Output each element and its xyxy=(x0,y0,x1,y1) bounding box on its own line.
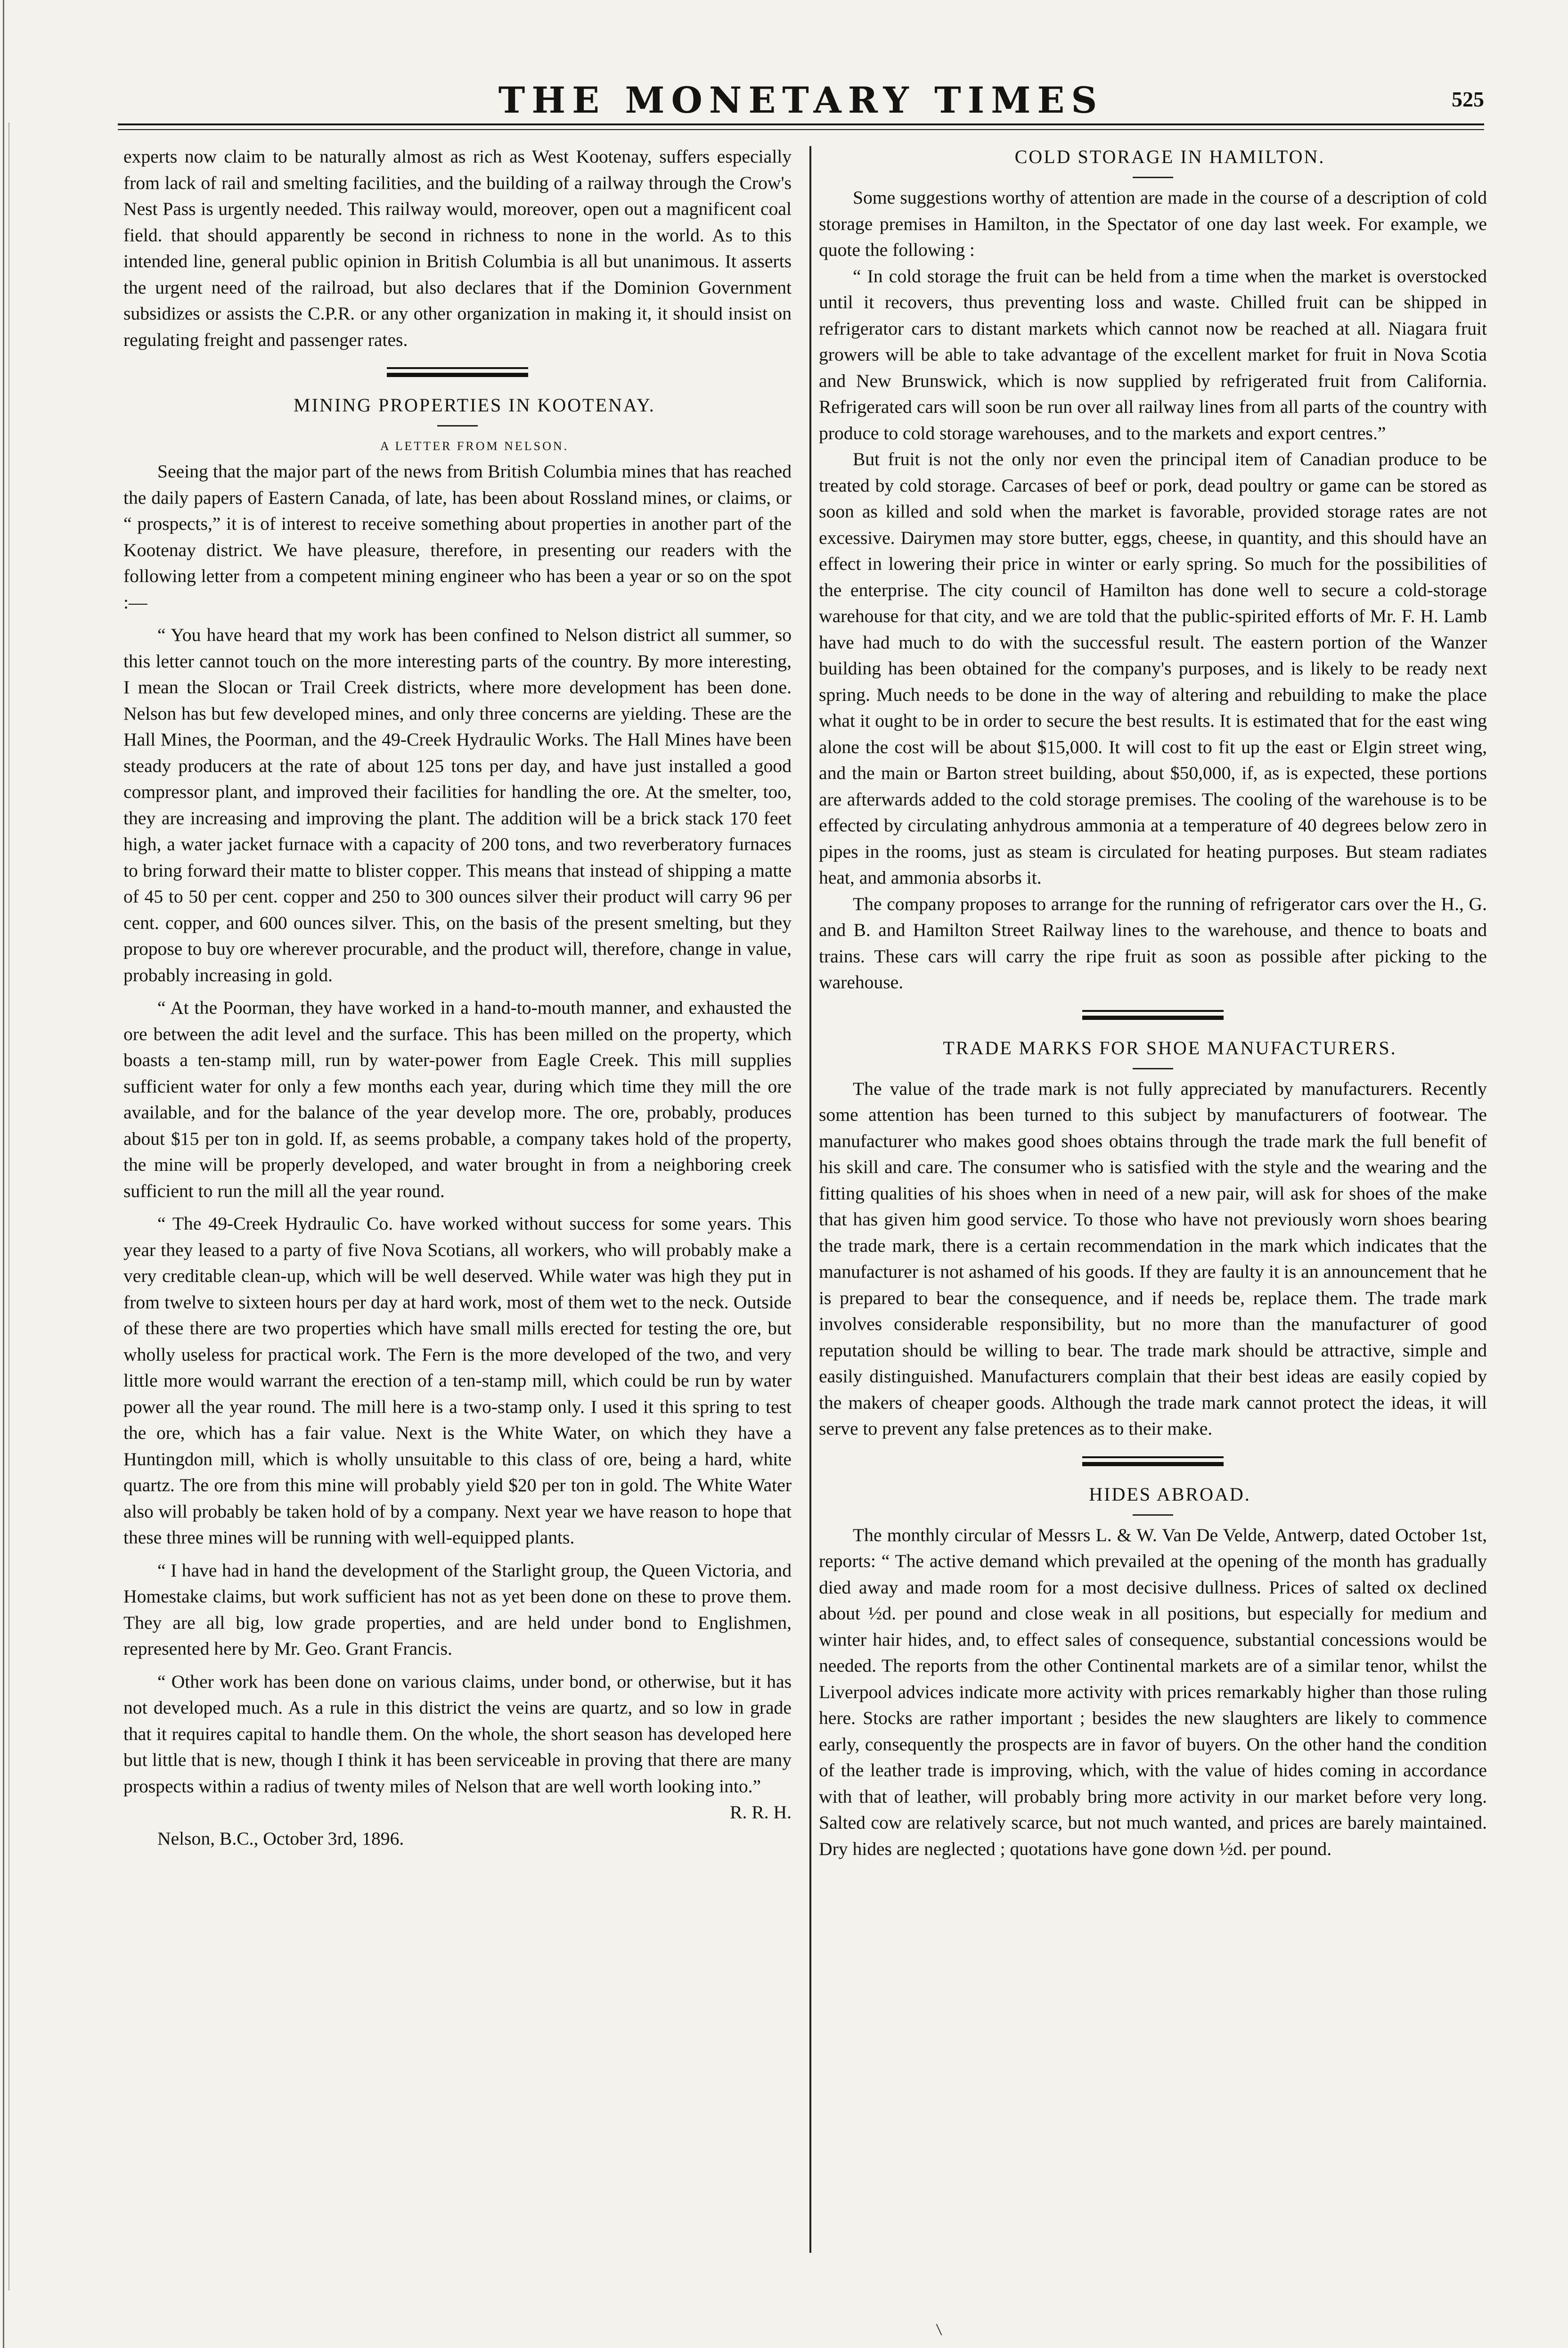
article-paragraph: “ The 49-Creek Hydraulic Co. have worked without success for some years. This year they leased to a party of five Nova Scotians, all workers, who will probably make a very creditable clean-up, which will be well deserved. While water was high they put in from twelve to sixteen hours per day at hard work, most of them wet to the neck. Outside of these there are two properties which have small mills erected for testing the ore, but wholly useless for practical work. The Fern is the more developed of the two, and very little more would warrant the erection of a ten-stamp mill, which could be run by water power all the year round. The mill here is a two-stamp only. I used it this spring to test the ore, which has a fair value. Next is the White Water, on which they have a Huntingdon mill, which is wholly unsuitable to this class of ore, being a hard, white quartz. The ore from this mine will probably yield $20 per ton in gold. The White Water also will probably be taken hold of by a company. Next year we have reason to hope that these three mines will be running with well-equipped plants. xyxy=(123,1213,792,1548)
page-header xyxy=(118,79,1484,122)
continued-paragraph: experts now claim to be naturally almost as rich as West Kootenay, suffers especially from lack of rail and smelting facilities, and the building of a railway through the Crow's Nest Pass is urgently needed. This railway would, moreover, open out a magnificent coal field. that should apparently be second in richness to none in the world. As to this intended line, general public opinion in British Columbia is all but unanimous. It asserts the urgent need of the railroad, but also declares that if the Dominion Government subsidizes or assists the C.P.R. or any other organization in making it, it should insist on regulating freight and passenger rates. xyxy=(123,146,792,350)
header-rule xyxy=(118,129,1484,130)
article-heading: MINING PROPERTIES IN KOOTENAY. xyxy=(294,394,655,416)
article-paragraph: Seeing that the major part of the news from British Columbia mines that has reached the daily papers of Eastern Canada, of late, has been about Rossland mines, or claims, or “ prospects,” it is of interest to receive something about properties in another part of the Kootenay district. We have pleasure, therefore, in presenting our readers with the following letter from a competent mining engineer who has been a year or so on the spot :— xyxy=(123,461,792,613)
article-paragraph: “ In cold storage the fruit can be held from a time when the market is overstocked until it recovers, thus preventing loss and waste. Chilled fruit can be shipped in refrigerator cars to distant markets which cannot now be reached at all. Niagara fruit growers will be able to take advantage of the excellent market for fruit in Nova Scotia and New Brunswick, which is now supplied by refrigerated fruit from California. Refrigerated cars will soon be run over all railway lines from all parts of the country with produce to cold storage warehouses, and to the markets and export centres.” xyxy=(819,265,1487,443)
article-paragraph: The value of the trade mark is not fully appreciated by manufacturers. Recently some attention has been turned to this subject by manufacturers of footwear. The manufacturer who makes good shoes obtains through the trade mark the full benefit of his skill and care. The consumer who is satisfied with the style and the wearing and the fitting qualities of his shoes when in need of a new pair, will ask for shoes of the make that has given him good service. To those who have not previously worn shoes bearing the trade mark, there is a certain recommendation in the mark which indicates that the manufacturer is not ashamed of his goods. If they are faulty it is an announcement that he is prepared to bear the consequence, and if needs be, replace them. The trade mark involves considerable responsibility, but no more than the manufacturer of good reputation should be willing to bear. The trade mark should be attractive, simple and easily distinguished. Manufacturers complain that their best ideas are easily copied by the makers of cheaper goods. Although the trade mark cannot protect the ideas, it will serve to prevent any false pretences as to their make. xyxy=(819,1078,1487,1439)
left-column xyxy=(123,144,792,1852)
page-edge-line xyxy=(3,0,4,2348)
right-column xyxy=(819,144,1487,1862)
signature: R. R. H. xyxy=(730,1802,792,1823)
header-rule xyxy=(118,123,1484,125)
article-paragraph: The company proposes to arrange for the running of refrigerator cars over the H., G. and B. and Hamilton Street Railway lines to the warehouse, and thence to boats and trains. These cars will carry the ripe fruit as soon as possible after picking to the warehouse. xyxy=(819,893,1487,993)
article-heading: TRADE MARKS FOR SHOE MANUFACTURERS. xyxy=(943,1037,1397,1059)
column-divider xyxy=(809,146,811,2253)
article-paragraph: “ You have heard that my work has been confined to Nelson district all summer, so this letter cannot touch on the more interesting parts of the country. By more interesting, I mean the Slocan or Trail Creek districts, where more development has been done. Nelson has but few developed mines, and only three concerns are yielding. These are the Hall Mines, the Poorman, and the 49-Creek Hydraulic Works. The Hall Mines have been steady producers at the rate of about 125 tons per day, and have just installed a good compressor plant, and improved their facilities for handling the ore. At the smelter, too, they are increasing and improving the plant. The addition will be a brick stack 170 feet high, a water jacket furnace with a capacity of 200 tons, and two reverberatory furnaces to bring forward their matte to blister copper. This means that instead of shipping a matte of 45 to 50 per cent. copper and 250 to 300 ounces silver their product will carry 96 per cent. copper, and 600 ounces silver. This, on the basis of the present smelting, but they propose to buy ore wherever procurable, and the product will, therefore, change in value, probably increasing in gold. xyxy=(123,624,792,985)
section-divider xyxy=(1082,1456,1224,1466)
article-paragraph: “ Other work has been done on various claims, under bond, or otherwise, but it has not developed much. As a rule in this district the veins are quartz, and so low in grade that it requires capital to handle them. On the whole, the short season has developed here but little that is new, though I think it has been serviceable in proving that there are many prospects within a radius of twenty miles of Nelson that are well worth looking into.” xyxy=(123,1671,792,1797)
heading-rule xyxy=(1133,1068,1173,1069)
dateline: Nelson, B.C., October 3rd, 1896. xyxy=(157,1828,404,1849)
article-paragraph: The monthly circular of Messrs L. & W. Van De Velde, Antwerp, dated October 1st, reports: “ The active demand which prevailed at the opening of the month has gradually died away and made room for a most decisive dullness. Prices of salted ox declined about ½d. per pound and close weak in all positions, but especially for medium and winter hair hides, and, to effect sales of consequence, substantial concessions would be needed. The reports from the other Continental markets are of a similar tenor, whilst the Liverpool advices indicate more activity with prices remarkably higher than those ruling here. Stocks are rather important ; besides the new slaughters are likely to commence early, consequently the prospects are in favor of buyers. On the other hand the condition of the leather trade is improving, which, with the value of hides coming in accordance with that of leather, will probably bring more activity in our market before very long. Salted cow are relatively scarce, but not much wanted, and prices are barely maintained. Dry hides are neglected ; quotations have gone down ½d. per pound. xyxy=(819,1524,1487,1859)
article-paragraph: “ At the Poorman, they have worked in a hand-to-mouth manner, and exhausted the ore between the adit level and the surface. This has been milled on the property, which boasts a ten-stamp mill, run by water-power from Eagle Creek. This mill supplies sufficient water for only a few months each year, during which time they mill the ore available, and for the balance of the year develop more. The ore, probably, produces about $15 per ton in gold. If, as seems probable, a company takes hold of the property, the mine will be properly developed, and water brought in from a neighboring creek sufficient to run the mill all the year round. xyxy=(123,997,792,1201)
article-subheading: A LETTER FROM NELSON. xyxy=(380,439,569,453)
section-divider xyxy=(1082,1010,1224,1020)
section-divider xyxy=(387,367,528,377)
heading-rule xyxy=(1133,177,1173,178)
heading-rule xyxy=(437,425,478,427)
page-edge-line xyxy=(8,123,9,2291)
article-heading: COLD STORAGE IN HAMILTON. xyxy=(1014,146,1325,167)
page-number: 525 xyxy=(1452,87,1484,111)
article-paragraph: But fruit is not the only nor even the principal item of Canadian produce to be treated by cold storage. Carcases of beef or pork, dead poultry or game can be stored as soon as killed and sold when the market is favorable, provided storage rates are not excessive. Dairymen may store butter, eggs, cheese, in quantity, and this should have an effect in lowering their price in winter or early spring. So much for the possibilities of the enterprise. The city council of Hamilton has done well to secure a cold-storage warehouse for that city, and we are told that the public-spirited efforts of Mr. F. H. Lamb have had much to do with the successful result. The eastern portion of the Wanzer building has been obtained for the company's purposes, and is likely to be ready next spring. Much needs to be done in the way of altering and rebuilding to make the place what it ought to be in order to secure the best results. It is estimated that for the east wing alone the cost will be about $15,000. It will cost to fit up the east or Elgin street wing, and the main or Barton street building, about $50,000, if, as is expected, these portions are afterwards added to the cold storage premises. The cooling of the warehouse is to be effected by circulating anhydrous ammonia at a temperature of 40 degrees below zero in pipes in the rooms, just as steam is circulated for heating purposes. But steam radiates heat, and ammonia absorbs it. xyxy=(819,449,1487,888)
masthead: THE MONETARY TIMES xyxy=(498,79,1104,121)
article-paragraph: Some suggestions worthy of attention are made in the course of a description of cold storage premises in Hamilton, in the Spectator of one day last week. For example, we quote the following : xyxy=(819,187,1487,260)
print-speck xyxy=(936,2324,942,2335)
heading-rule xyxy=(1133,1514,1173,1516)
article-heading: HIDES ABROAD. xyxy=(1089,1483,1251,1505)
article-paragraph: “ I have had in hand the development of the Starlight group, the Queen Victoria, and Homestake claims, but work sufficient has not as yet been done on these to prove them. They are all big, low grade properties, and are held under bond to Englishmen, represented here by Mr. Geo. Grant Francis. xyxy=(123,1560,792,1659)
